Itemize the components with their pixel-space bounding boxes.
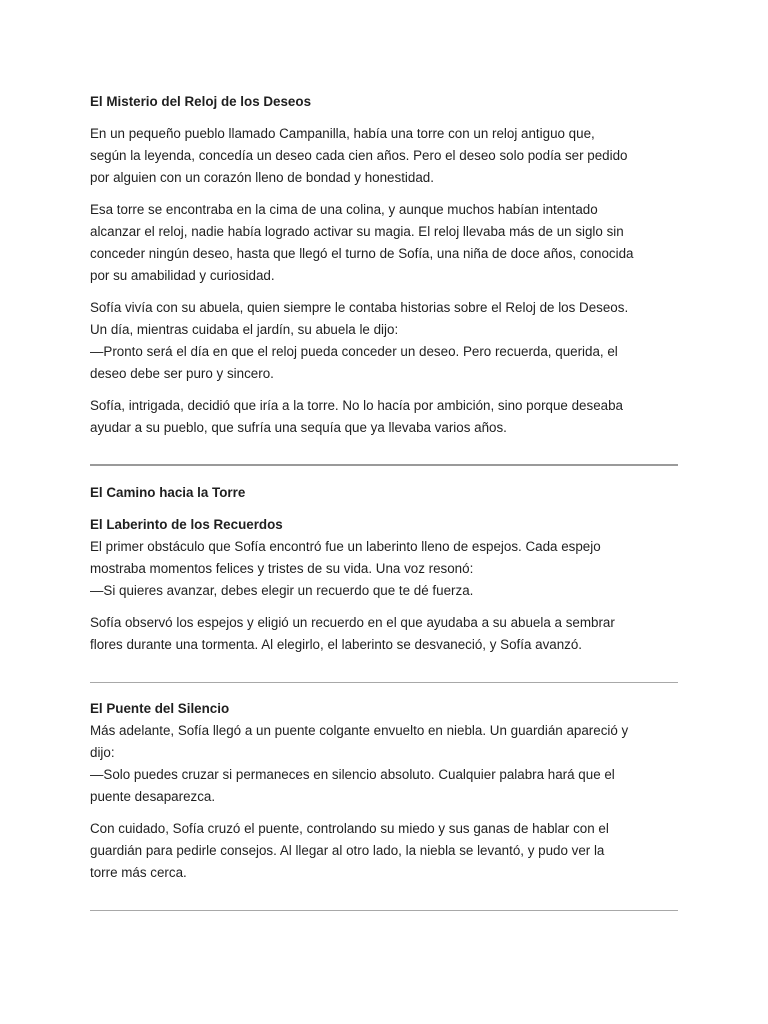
text-line: alcanzar el reloj, nadie había logrado activar su magia. El reloj llevaba más de un siglo sin (90, 224, 624, 239)
section-subtitle: El Laberinto de los Recuerdos (90, 517, 283, 532)
text-line: —Si quieres avanzar, debes elegir un recuerdo que te dé fuerza. (90, 583, 474, 598)
section-title: El Camino hacia la Torre (90, 485, 246, 500)
section-divider (90, 464, 678, 466)
text-line: Sofía vivía con su abuela, quien siempre le contaba historias sobre el Reloj de los Deseos. (90, 300, 629, 315)
section-paragraph (90, 536, 678, 602)
story-title: El Misterio del Reloj de los Deseos (90, 94, 312, 109)
text-line: por su amabilidad y curiosidad. (90, 268, 275, 283)
text-line: deseo debe ser puro y sincero. (90, 366, 274, 381)
text-line: conceder ningún deseo, hasta que llegó el turno de Sofía, una niña de doce años, conocida (90, 246, 634, 261)
section-title: El Puente del Silencio (90, 701, 230, 716)
text-line: por alguien con un corazón lleno de bondad y honestidad. (90, 170, 434, 185)
section-paragraph (90, 818, 678, 884)
section-divider (90, 910, 678, 911)
text-line: guardián para pedirle consejos. Al llegar al otro lado, la niebla se levantó, y pudo ver la (90, 843, 605, 858)
text-line: Más adelante, Sofía llegó a un puente colgante envuelto en niebla. Un guardián apareció y (90, 723, 629, 738)
intro-paragraph (90, 297, 678, 385)
text-line: Un día, mientras cuidaba el jardín, su abuela le dijo: (90, 322, 399, 337)
text-line: Sofía observó los espejos y eligió un recuerdo en el que ayudaba a su abuela a sembrar (90, 615, 615, 630)
section-paragraph (90, 720, 678, 808)
text-line: mostraba momentos felices y tristes de su vida. Una voz resonó: (90, 561, 474, 576)
section-divider (90, 682, 678, 683)
document-body (90, 91, 678, 911)
intro-paragraph (90, 395, 678, 439)
section-paragraph (90, 612, 678, 656)
text-line: torre más cerca. (90, 865, 187, 880)
text-line: —Solo puedes cruzar si permaneces en silencio absoluto. Cualquier palabra hará que el (90, 767, 615, 782)
intro-paragraph (90, 123, 678, 189)
text-line: Esa torre se encontraba en la cima de una colina, y aunque muchos habían intentado (90, 202, 598, 217)
text-line: dijo: (90, 745, 115, 760)
text-line: puente desaparezca. (90, 789, 216, 804)
text-line: En un pequeño pueblo llamado Campanilla, había una torre con un reloj antiguo que, (90, 126, 595, 141)
text-line: Sofía, intrigada, decidió que iría a la torre. No lo hacía por ambición, sino porque deseaba (90, 398, 623, 413)
intro-paragraph (90, 199, 678, 287)
text-line: según la leyenda, concedía un deseo cada cien años. Pero el deseo solo podía ser pedido (90, 148, 628, 163)
text-line: flores durante una tormenta. Al elegirlo, el laberinto se desvaneció, y Sofía avanzó. (90, 637, 583, 652)
text-line: ayudar a su pueblo, que sufría una sequía que ya llevaba varios años. (90, 420, 507, 435)
text-line: Con cuidado, Sofía cruzó el puente, controlando su miedo y sus ganas de hablar con el (90, 821, 609, 836)
text-line: —Pronto será el día en que el reloj pueda conceder un deseo. Pero recuerda, querida, el (90, 344, 618, 359)
text-line: El primer obstáculo que Sofía encontró fue un laberinto lleno de espejos. Cada espejo (90, 539, 601, 554)
